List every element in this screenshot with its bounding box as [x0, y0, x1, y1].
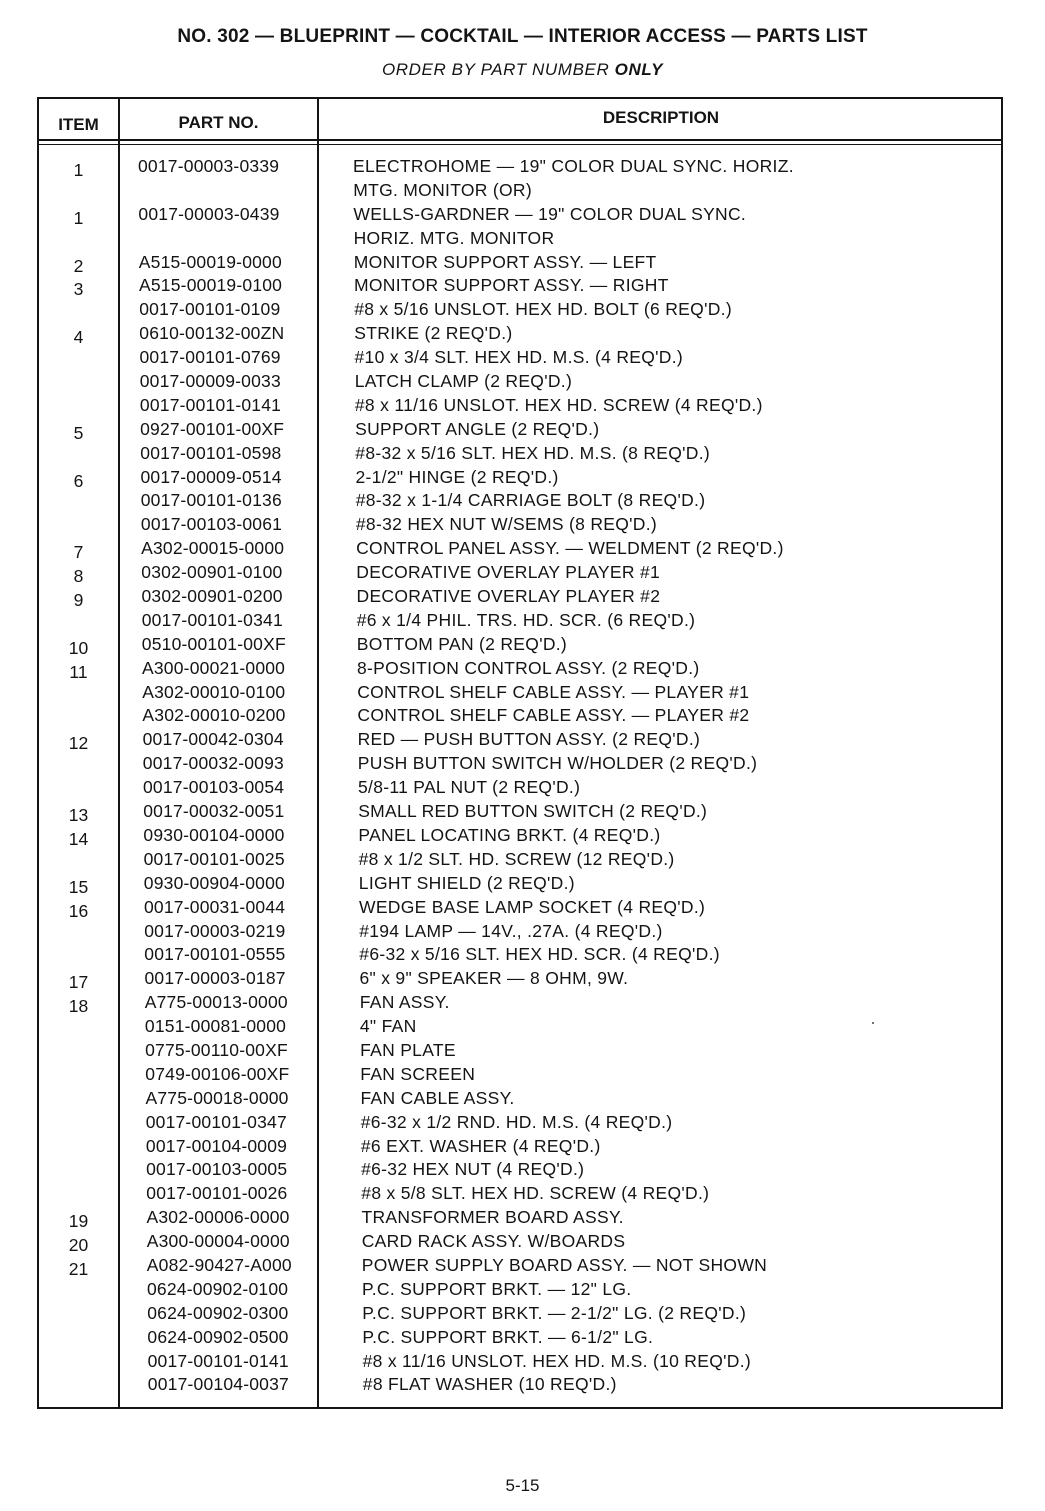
part-number: 0017-00003-0439 [138, 203, 280, 224]
part-description: #8-32 x 1-1/4 CARRIAGE BOLT (8 REQ'D.) [355, 490, 706, 511]
part-number: 0749-00106-00XF [145, 1063, 290, 1084]
part-number: 0930-00904-0000 [143, 872, 285, 893]
table-row [39, 155, 1003, 179]
column-header-part-no: PART NO. [178, 113, 259, 132]
part-number: 0624-00902-0300 [147, 1302, 289, 1323]
part-number: 0017-00032-0093 [142, 753, 284, 774]
part-number: 0017-00103-0061 [140, 514, 283, 535]
part-number: A300-00021-0000 [142, 657, 286, 678]
part-number: A775-00013-0000 [144, 992, 288, 1013]
part-description: #8 x 1/2 SLT. HD. SCREW (12 REQ'D.) [358, 848, 675, 869]
order-instruction-emphasis: ONLY [614, 60, 664, 79]
part-description: MTG. MONITOR (OR) [353, 179, 532, 200]
part-description: 8-POSITION CONTROL ASSY. (2 REQ'D.) [357, 657, 700, 678]
header-rule-inner [39, 144, 1001, 145]
page-number: 5-15 [505, 1476, 540, 1495]
part-number: 0017-00042-0304 [142, 729, 284, 750]
part-number: 0017-00031-0044 [144, 896, 286, 917]
table-row [39, 418, 1003, 442]
part-number: A515-00019-0100 [139, 275, 283, 296]
part-number: 0017-00103-0005 [146, 1159, 288, 1180]
parts-table [37, 97, 1003, 1409]
column-header-item: ITEM [58, 115, 99, 134]
item-number: 20 [68, 1235, 89, 1256]
part-number: 0302-00901-0200 [141, 586, 283, 607]
part-number: 0017-00101-0109 [139, 299, 281, 320]
part-description: LATCH CLAMP (2 REQ'D.) [354, 371, 573, 392]
table-row [39, 1111, 1003, 1135]
part-description: #8 FLAT WASHER (10 REQ'D.) [362, 1374, 617, 1395]
part-description: FAN ASSY. [359, 992, 450, 1013]
table-row [39, 489, 1003, 513]
table-row [39, 561, 1003, 585]
table-row [39, 322, 1003, 346]
part-description: STRIKE (2 REQ'D.) [354, 323, 513, 344]
part-description: PANEL LOCATING BRKT. (4 REQ'D.) [358, 824, 661, 845]
part-description: #194 LAMP — 14V., .27A. (4 REQ'D.) [359, 920, 663, 941]
part-description: FAN PLATE [360, 1039, 456, 1060]
part-number: 0017-00101-0141 [139, 394, 282, 415]
item-number: 4 [73, 327, 84, 348]
parts-table-body [39, 155, 1003, 1397]
part-description: 5/8-11 PAL NUT (2 REQ'D.) [358, 777, 581, 798]
part-number: A302-00006-0000 [146, 1207, 290, 1228]
part-description: TRANSFORMER BOARD ASSY. [361, 1207, 624, 1228]
table-row [39, 967, 1003, 991]
item-number: 16 [68, 900, 89, 921]
table-row [39, 633, 1003, 657]
part-number: 0930-00104-0000 [143, 824, 285, 845]
table-row [39, 1230, 1003, 1254]
table-row [39, 1206, 1003, 1230]
table-row [39, 1015, 1003, 1039]
item-number: 11 [69, 661, 88, 682]
item-number: 7 [73, 542, 84, 563]
table-row [39, 848, 1003, 872]
part-number: 0017-00009-0514 [140, 466, 282, 487]
part-description: MONITOR SUPPORT ASSY. — RIGHT [354, 275, 669, 296]
table-row [39, 251, 1003, 275]
part-number: 0017-00101-0598 [140, 442, 282, 463]
part-number: A515-00019-0000 [138, 251, 282, 272]
part-number: 0624-00902-0100 [147, 1278, 289, 1299]
part-description: #8-32 x 5/16 SLT. HEX HD. M.S. (8 REQ'D.) [355, 442, 711, 463]
item-number: 14 [68, 828, 89, 849]
part-description: FAN SCREEN [360, 1063, 476, 1084]
part-description: DECORATIVE OVERLAY PLAYER #1 [356, 562, 661, 583]
item-number: 13 [68, 805, 89, 826]
part-description: CONTROL PANEL ASSY. — WELDMENT (2 REQ'D.) [356, 538, 784, 559]
item-number: 5 [73, 422, 84, 443]
part-number: A082-90427-A000 [146, 1254, 292, 1275]
table-row [39, 704, 1003, 728]
table-row [39, 943, 1003, 967]
part-number: 0151-00081-0000 [144, 1016, 287, 1037]
part-description: P.C. SUPPORT BRKT. — 2-1/2" LG. (2 REQ'D.) [362, 1302, 747, 1323]
table-row [39, 872, 1003, 896]
header-rule [39, 139, 1001, 141]
part-description: 6" x 9" SPEAKER — 8 OHM, 9W. [359, 968, 629, 989]
table-row [39, 1326, 1003, 1350]
part-description: POWER SUPPLY BOARD ASSY. — NOT SHOWN [361, 1254, 768, 1275]
table-row [39, 227, 1003, 251]
part-description: #6-32 x 5/16 SLT. HEX HD. SCR. (4 REQ'D.) [359, 944, 720, 965]
order-instruction [0, 60, 1045, 80]
part-number: 0775-00110-00XF [145, 1039, 288, 1060]
part-description: #10 x 3/4 SLT. HEX HD. M.S. (4 REQ'D.) [354, 347, 684, 368]
table-row [39, 1039, 1003, 1063]
table-row [39, 657, 1003, 681]
table-row [39, 1373, 1003, 1397]
part-description: HORIZ. MTG. MONITOR [353, 227, 555, 248]
part-description: BOTTOM PAN (2 REQ'D.) [356, 633, 568, 654]
table-row [39, 1182, 1003, 1206]
part-description: #8 x 11/16 UNSLOT. HEX HD. SCREW (4 REQ'D.) [354, 394, 763, 415]
table-row [39, 776, 1003, 800]
part-number: 0017-00003-0339 [138, 156, 280, 176]
part-description: 4" FAN [359, 1016, 417, 1037]
table-row [39, 394, 1003, 418]
part-description: PUSH BUTTON SWITCH W/HOLDER (2 REQ'D.) [357, 753, 758, 774]
part-number: 0017-00101-0141 [147, 1350, 289, 1371]
part-number: 0017-00101-0555 [144, 944, 286, 965]
table-row [39, 1063, 1003, 1087]
part-description: #8 x 5/8 SLT. HEX HD. SCREW (4 REQ'D.) [361, 1183, 710, 1204]
table-row [39, 991, 1003, 1015]
part-number: 0017-00104-0009 [145, 1135, 288, 1156]
table-row [39, 609, 1003, 633]
item-number: 21 [68, 1258, 89, 1279]
part-number: A302-00010-0100 [142, 681, 286, 702]
part-description: CONTROL SHELF CABLE ASSY. — PLAYER #2 [357, 705, 750, 726]
item-number: 8 [73, 566, 84, 587]
part-number: 0610-00132-00ZN [139, 323, 285, 344]
table-row [39, 370, 1003, 394]
part-number: 0017-00101-0026 [146, 1183, 288, 1204]
part-description: ELECTROHOME — 19" COLOR DUAL SYNC. HORIZ. [353, 156, 794, 176]
part-number: 0017-00101-0769 [139, 347, 281, 368]
part-number: 0017-00003-0219 [144, 920, 286, 941]
part-number: 0017-00003-0187 [144, 968, 286, 989]
item-number: 12 [68, 733, 89, 754]
part-description: RED — PUSH BUTTON ASSY. (2 REQ'D.) [357, 729, 701, 750]
table-row [39, 752, 1003, 776]
part-description: SUPPORT ANGLE (2 REQ'D.) [355, 418, 600, 439]
page-title: NO. 302 — BLUEPRINT — COCKTAIL — INTERIOR ACCESS — PARTS LIST [177, 26, 868, 47]
table-row [39, 1254, 1003, 1278]
part-description: SMALL RED BUTTON SWITCH (2 REQ'D.) [358, 801, 708, 822]
part-number: 0927-00101-00XF [140, 418, 285, 439]
table-row [39, 513, 1003, 537]
part-description: LIGHT SHIELD (2 REQ'D.) [358, 872, 575, 893]
part-number: 0017-00101-0347 [145, 1111, 287, 1132]
item-number: 1 [73, 160, 84, 180]
table-row [39, 1302, 1003, 1326]
part-number: 0017-00009-0033 [139, 371, 281, 392]
item-number: 15 [68, 876, 89, 897]
table-row [39, 466, 1003, 490]
part-description: #6-32 HEX NUT (4 REQ'D.) [361, 1159, 585, 1180]
table-row [39, 346, 1003, 370]
table-row [39, 1087, 1003, 1111]
table-row [39, 298, 1003, 322]
part-number: 0017-00103-0054 [143, 777, 285, 798]
table-row [39, 179, 1003, 203]
table-row [39, 824, 1003, 848]
part-description: CONTROL SHELF CABLE ASSY. — PLAYER #1 [357, 681, 750, 702]
item-number: 10 [68, 637, 89, 658]
part-description: WELLS-GARDNER — 19" COLOR DUAL SYNC. [353, 203, 747, 224]
part-description: 2-1/2" HINGE (2 REQ'D.) [355, 466, 559, 487]
item-number: 9 [73, 590, 84, 611]
table-row [39, 203, 1003, 227]
column-header-description: DESCRIPTION [602, 108, 720, 127]
table-row [39, 274, 1003, 298]
item-number: 3 [73, 279, 84, 300]
part-description: P.C. SUPPORT BRKT. — 6-1/2" LG. [362, 1326, 654, 1347]
stray-mark [872, 1022, 874, 1024]
item-number: 2 [73, 255, 84, 276]
part-description: #8-32 HEX NUT W/SEMS (8 REQ'D.) [355, 514, 658, 535]
part-description: CARD RACK ASSY. W/BOARDS [361, 1231, 626, 1252]
part-number: A775-00018-0000 [145, 1087, 289, 1108]
item-number: 17 [68, 972, 89, 993]
part-description: MONITOR SUPPORT ASSY. — LEFT [353, 251, 657, 272]
part-description: P.C. SUPPORT BRKT. — 12" LG. [362, 1278, 632, 1299]
table-row [39, 1135, 1003, 1159]
part-number: 0017-00032-0051 [143, 801, 285, 822]
table-row [39, 681, 1003, 705]
table-row [39, 920, 1003, 944]
part-number: A300-00004-0000 [146, 1231, 290, 1252]
table-row [39, 800, 1003, 824]
part-number: 0624-00902-0500 [147, 1326, 289, 1347]
item-number: 6 [73, 470, 84, 491]
table-row [39, 585, 1003, 609]
part-description: DECORATIVE OVERLAY PLAYER #2 [356, 586, 661, 607]
item-number: 18 [68, 996, 89, 1017]
table-row [39, 1278, 1003, 1302]
part-number: 0017-00104-0037 [147, 1374, 289, 1395]
part-number: A302-00015-0000 [141, 538, 285, 559]
table-row [39, 1350, 1003, 1374]
part-number: 0510-00101-00XF [141, 633, 286, 654]
part-description: #6 x 1/4 PHIL. TRS. HD. SCR. (6 REQ'D.) [356, 609, 696, 630]
table-row [39, 442, 1003, 466]
part-description: #8 x 11/16 UNSLOT. HEX HD. M.S. (10 REQ'D.) [362, 1350, 751, 1371]
part-description: FAN CABLE ASSY. [360, 1087, 515, 1108]
table-row [39, 896, 1003, 920]
item-number: 1 [73, 207, 84, 228]
table-row [39, 537, 1003, 561]
part-number: A302-00010-0200 [142, 705, 286, 726]
part-number: 0017-00101-0136 [140, 490, 282, 511]
part-number: 0017-00101-0341 [141, 609, 283, 630]
table-row [39, 728, 1003, 752]
item-number: 19 [68, 1211, 89, 1232]
part-description: #8 x 5/16 UNSLOT. HEX HD. BOLT (6 REQ'D.) [354, 299, 732, 320]
part-number: 0017-00101-0025 [143, 848, 285, 869]
part-description: #6-32 x 1/2 RND. HD. M.S. (4 REQ'D.) [360, 1111, 673, 1132]
part-description: WEDGE BASE LAMP SOCKET (4 REQ'D.) [359, 896, 706, 917]
order-instruction-text: ORDER BY PART NUMBER [381, 60, 615, 79]
part-number: 0302-00901-0100 [141, 562, 283, 583]
part-description: #6 EXT. WASHER (4 REQ'D.) [360, 1135, 601, 1156]
table-row [39, 1158, 1003, 1182]
